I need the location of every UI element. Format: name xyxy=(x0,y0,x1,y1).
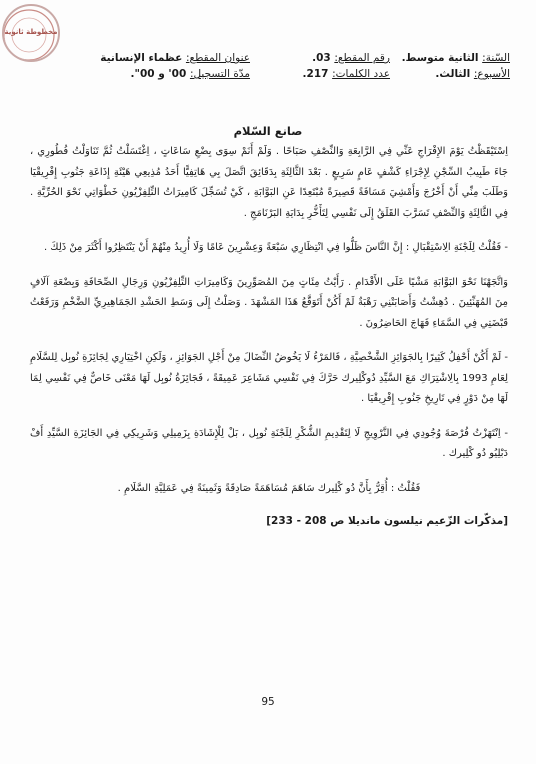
header-week xyxy=(390,68,510,80)
lesson-header xyxy=(40,52,510,84)
header-unit-number-label: رقم المقطع: xyxy=(334,52,390,64)
paragraph-3: وَاتَّجَهْنَا نَحْوَ البَوَّابَةِ مَشْيًا عَلَى الأَقْدَامِ . رَأَيْتُ مِئَاتٍ مِنَ المُصَوِّرِينَ وَكَامِيرَاتِ التِّلِفِزْيُونِ وَرِجَالِ الصِّحَافَةِ وَبِضْعَةِ آلَافٍ مِنَ المُهَنِّئِينَ . دُهِشْتُ وَأَصَابَتْنِي رَهْبَةٌ لَمْ أَكُنْ أَتَوَقَّعُ هَذَا المَشْهَدَ . وَصَلْتُ إِلَى وَسَطِ الحَشْدِ الجَمَاهِيرِيِّ الضَّخْمِ وَرَفَعْتُ قَبْضَتِي فِي السَّمَاءِ فَهَاجَ الحَاضِرُونَ . xyxy=(30,276,508,329)
header-level xyxy=(390,52,510,64)
header-unit-number xyxy=(250,52,390,64)
reading-text xyxy=(30,142,508,532)
paragraph-2: - فَقُلْتُ لِلَجْنَةِ الِاسْتِقْبَالِ : إِنَّ النَّاسَ ظَلُّوا فِي انْتِظَارِي سَبْعَةً وَعِشْرِينَ عَامًا وَلَا أُرِيدُ مِنْهُمْ أَنْ يَنْتَظِرُوا أَكْثَرَ مِنْ ذَلِكَ . xyxy=(43,242,508,253)
header-row-2 xyxy=(40,68,510,84)
header-unit-title xyxy=(40,52,250,64)
header-recording-duration-value: 00' و 00". xyxy=(130,68,190,80)
stamp-text: مخطوطة ثانوية xyxy=(4,28,58,37)
closing-line: فَقُلْتُ : أُقِرُّ بِأَنَّ دُو كْلِيرك سَاهَمَ مُسَاهَمَةً صَادِقَةً وَثَمِينَةً فِي عَمَلِيَّةِ السَّلَامِ . xyxy=(117,482,421,494)
header-unit-number-value: 03. xyxy=(312,52,335,64)
page-number: 95 xyxy=(261,696,275,708)
header-word-count-value: 217. xyxy=(302,68,333,80)
paragraph-5: - اِنْتَهَزْتُ فُرْصَةَ وُجُودِي فِي النَّرْوِيجِ لَا لِتَقْدِيمِ الشُّكْرِ لِلَجْنَةِ نُوبِل ، بَلْ لِلْإِشَادَةِ بِزَمِيلِي وَشَرِيكِي فِي الجَائِزَةِ السَّيِّدِ أَفْ دَبْلِيُو دُو كْلِيرك . xyxy=(30,427,508,459)
header-level-value: الثانية متوسط. xyxy=(401,52,483,64)
source-citation: [مذكّرات الزّعيم نيلسون مانديلا ص 208 - 233] xyxy=(266,515,508,527)
header-unit-title-label: عنوان المقطع: xyxy=(185,52,250,64)
header-word-count-label: عدد الكلمات: xyxy=(332,68,390,80)
header-word-count xyxy=(250,68,390,80)
header-week-label: الأسبوع: xyxy=(473,68,510,80)
header-week-value: الثالث. xyxy=(435,68,474,80)
paragraph-4: - لَمْ أَكُنْ أَحْفِلُ كَثِيرًا بِالجَوَائِزِ الشَّخْصِيَّةِ ، فَالمَرْءُ لَا يَخُوضُ النِّضَالَ مِنْ أَجْلِ الجَوَائِزِ ، وَلَكِنِ اخْتِيَارِي لِجَائِزَةِ نُوبِل لِلسَّلَامِ لِعَامِ 1993 بِالِاشْتِرَاكِ مَعَ السَّيِّدِ دُوكْلِيرك حَرَّكَ فِي نَفْسِي مَشَاعِرَ عَمِيقَةً ، فَجَائِزَةُ نُوبِل لَهَا مَعْنَى خَاصٌّ فِي نَفْسِي لِمَا لَهَا مِنْ دَوْرٍ فِي تَارِيخِ جَنُوبِ إِفْرِيقْيَا . xyxy=(30,352,509,404)
header-level-label: السّنة: xyxy=(482,52,510,64)
header-recording-duration xyxy=(40,68,250,80)
header-recording-duration-label: مدّة التسجيل: xyxy=(189,68,250,80)
header-unit-title-value: عظماء الإنسانية xyxy=(100,52,186,64)
header-row-1 xyxy=(40,52,510,68)
paragraph-1: اِسْتَيْقَظْتُ يَوْمَ الإِفْرَاجِ عَنِّي فِي الرَّابِعَةِ وَالنِّصْفِ صَبَاحًا . وَلَمْ أَنَمْ سِوَى بِضْعِ سَاعَاتٍ ، اِغْتَسَلْتُ ثُمَّ تَنَاوَلْتُ فُطُورِي ، جَاءَ طَبِيبُ السِّجْنِ لِإِجْرَاءِ كَشْفٍ عَامٍ سَرِيعٍ . بَعْدَ الثَّالِثَةِ بِدَقَائِقَ اتَّصَلَ بِي هَاتِفِيًّا أَحَدُ مُذِيعِي هَيْئَةِ إِذَاعَةِ جَنُوبِ إِفْرِيقْيَا وَطَلَبَ مِنِّي أَنْ أَخْرُجَ وَأَمْشِيَ مَسَافَةً قَصِيرَةً مُبْتَعِدًا عَنِ البَوَّابَةِ ، كَيْ تُسَجِّلَ كَامِيرَاتُ التِّلِفِزْيُونِ خَطْوَاتِي نَحْوَ الحُرِّيَّةِ . فِي الثَّالِثَةِ وَالنِّصْفِ تَسَرَّبَ القَلَقُ إِلَى نَفْسِي لِتَأَخُّرِ بِدَايَةِ البَرْنَامَجِ . xyxy=(30,146,508,219)
text-title: صانع السّلام xyxy=(233,124,303,138)
